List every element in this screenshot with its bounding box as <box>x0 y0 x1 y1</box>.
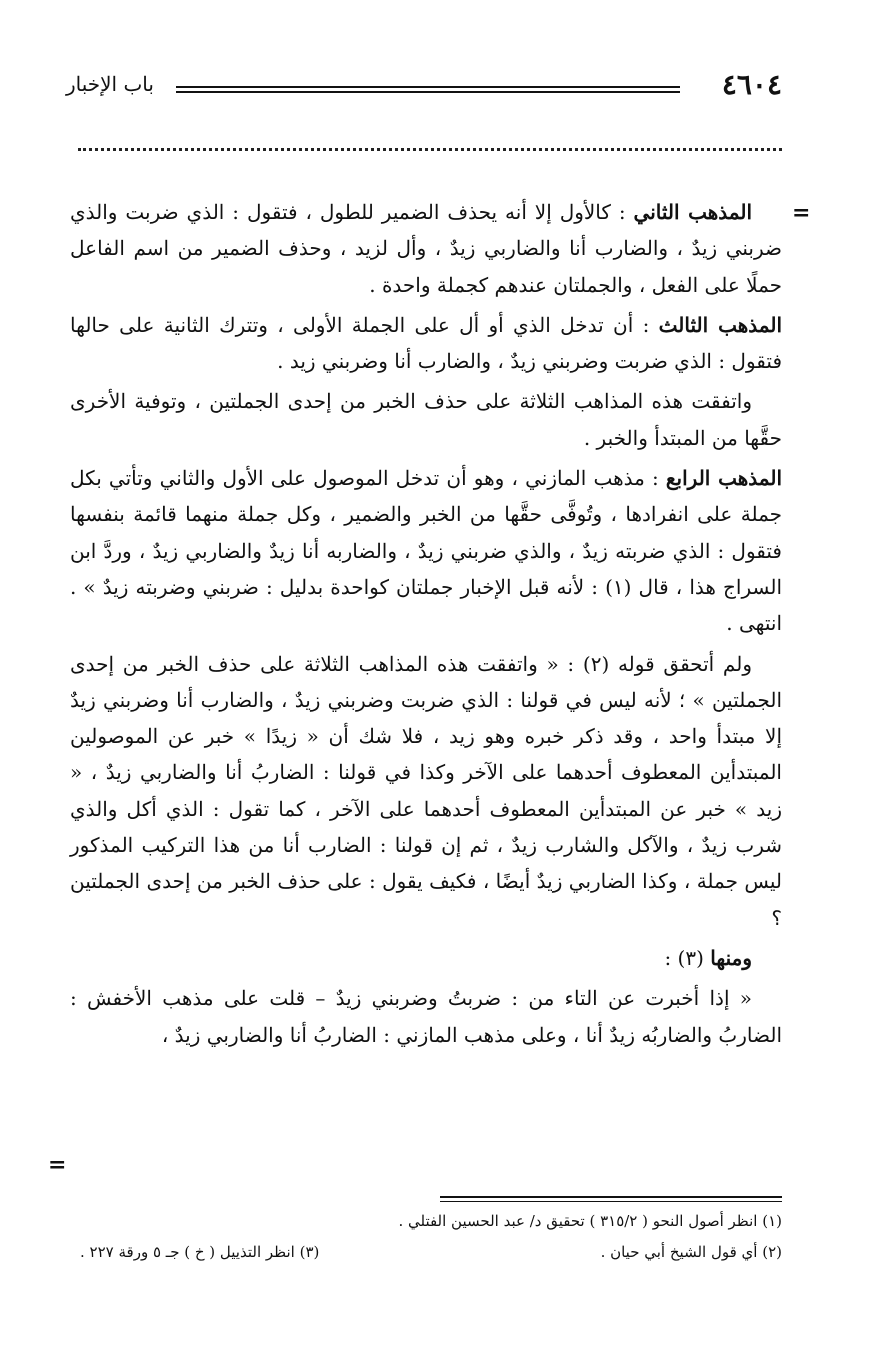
paragraph-lead: المذهب الرابع <box>665 466 783 491</box>
paragraph-lead: ومنها <box>710 945 752 970</box>
paragraph-and-among-them <box>70 940 782 976</box>
paragraph-text: « إذا أخبرت عن التاء من : ضربتُ وضربني زيدٌ – قلت على مذهب الأخفش : الضاربُ والضاربُه زيدٌ أنا ، وعلى مذهب المازني : الضاربُ أنا والضاربي زيدٌ ، <box>70 986 782 1047</box>
footnote-2: (٢) أي قول الشيخ أبي حيان . <box>600 1243 782 1261</box>
header-double-rule <box>176 86 680 88</box>
continuation-mark-top: = <box>792 200 811 226</box>
paragraph-text: : أن تدخل الذي أو أل على الجملة الأولى ، وتترك الثانية على حالها فتقول : الذي ضربت وضربني زيدٌ ، والضارب أنا وضربني زيد . <box>70 312 782 374</box>
paragraph-text: : مذهب المازني ، وهو أن تدخل الموصول على الأول والثاني وتأتي بكل جملة على انفرادها ، وتُوفَّى حقَّها من الخبر والضمير ، وكل جملة منهما قائمة بنفسها فتقول : الذي ضربته زيدٌ ، والذي ضربني زيدٌ ، والضاربه أنا زيدٌ والضاربي زيدٌ ، وردَّ ابن السراج هذا ، قال (١) : لأنه قبل الإخبار جملتان كواحدة بدليل : ضربني وضربته زيدٌ » . انتهى . <box>70 466 783 636</box>
paragraph-third-school <box>70 307 782 380</box>
chapter-title: باب الإخبار <box>66 72 154 96</box>
paragraph-lead: المذهب الثالث <box>658 312 783 337</box>
footnotes <box>80 1206 782 1268</box>
main-text <box>70 194 782 1057</box>
paragraph-objection <box>70 646 782 936</box>
paragraph-text: ولم أتحقق قوله (٢) : « واتفقت هذه المذاهب الثلاثة على حذف الخبر من إحدى الجملتين » ؛ لأنه ليس في قولنا : الذي ضربت وضربني زيدٌ ، والضارب أنا وضربني زيدٌ إلا مبتدأ واحد ، وقد ذكر خبره وهو زيد ، فلا شك أن « زيدًا » خبر عن الموصولين المبتدأين المعطوف أحدهما على الآخر وكذا في قولنا : الضاربُ أنا والضاربي زيدٌ ، « زيد » خبر عن المبتدأين المعطوف أحدهما على الآخر ، كما تقول : الذي أكل والذي شرب زيدٌ ، والآكل والشارب زيدٌ ، ثم إن قولنا : الضارب أنا من هذا التركيب المذكور ليس جملة ، وكذا الضاربي زيدٌ أيضًا ، فكيف يقول : على حذف الخبر من إحدى الجملتين ؟ <box>70 651 782 930</box>
paragraph-second-school <box>70 194 782 303</box>
paragraph-text: واتفقت هذه المذاهب الثلاثة على حذف الخبر من إحدى الجملتين ، وتوفية الأخرى حقَّها من المبتدأ والخبر . <box>70 389 782 450</box>
paragraph-fourth-school <box>70 460 782 641</box>
footnote-3: (٣) انظر التذييل ( خ ) جـ ٥ ورقة ٢٢٧ . <box>80 1243 320 1261</box>
footnote-row-1 <box>80 1206 782 1237</box>
footnote-row-2 <box>80 1237 782 1268</box>
paragraph-lead: المذهب الثاني <box>633 200 753 224</box>
paragraph-quote <box>70 980 782 1053</box>
continuation-mark-bottom: = <box>48 1152 67 1178</box>
footnote-1: (١) انظر أصول النحو ( ٣١٥/٢ ) تحقيق د/ عبد الحسين الفتلي . <box>398 1212 782 1230</box>
dotted-separator <box>78 148 782 151</box>
running-header <box>66 66 782 106</box>
paragraph-agreement <box>70 383 782 456</box>
page-number: ٤٦٠٤ <box>721 68 782 101</box>
paragraph-text: (٣) : <box>664 945 711 970</box>
footnote-rule <box>440 1196 782 1198</box>
paragraph-text: : كالأول إلا أنه يحذف الضمير للطول ، فتقول : الذي ضربت والذي ضربني زيدٌ ، والضارب أنا والضاربي زيدٌ ، وأل لزيد ، وحذف الضمير من اسم الفاعل حملًا على الفعل ، والجملتان عندهم كجملة واحدة . <box>70 200 782 297</box>
